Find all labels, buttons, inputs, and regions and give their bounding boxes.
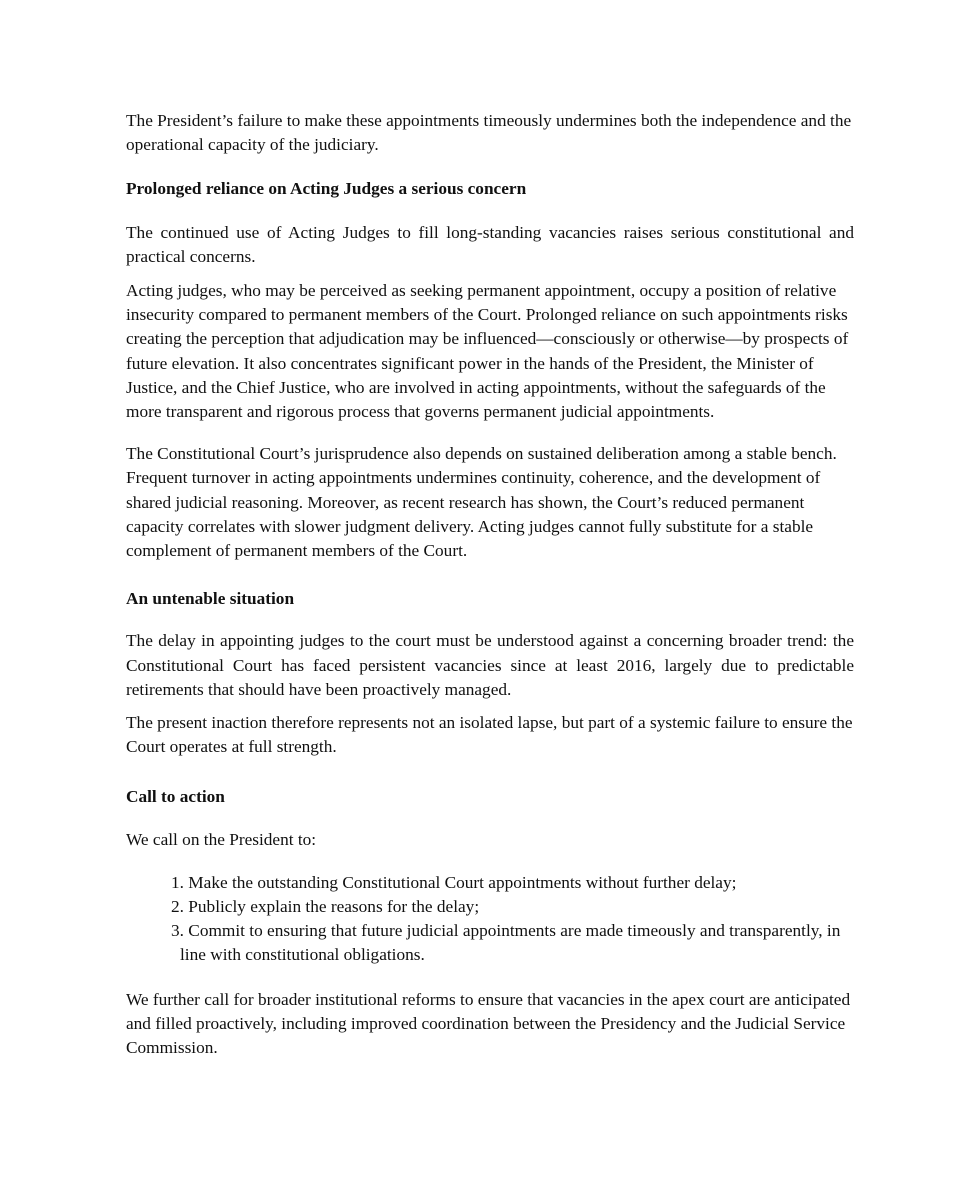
list-item [171,895,854,919]
list-item-text: Make the outstanding Constitutional Court appointments without further delay; [188,872,737,892]
paragraph-call-on-president: We call on the President to: [126,829,317,849]
list-item [171,871,854,895]
paragraph-institutional-reforms: We further call for broader institutional reforms to ensure that vacancies in the apex court are anticipated and filled proactively, including improved coordination between the Presidency and the Judicial Service Commission. [126,989,851,1058]
paragraph-delay-trend: The delay in appointing judges to the court must be understood against a concerning broader trend: the Constitutional Court has faced persistent vacancies since at least 2016, largely due to predictable retirements that should have been proactively managed. [126,631,854,699]
list-item-number: 3. [171,921,184,941]
list-item-text: Publicly explain the reasons for the delay; [188,897,480,917]
paragraph-systemic-failure: The present inaction therefore represents not an isolated lapse, but part of a systemic failure to ensure the Court operates at full strength. [126,713,853,757]
list-item-number: 1. [171,872,184,892]
list-item-text: Commit to ensuring that future judicial appointments are made timeously and transparently, in line with constitutional obligations. [180,921,841,965]
heading-acting-judges: Prolonged reliance on Acting Judges a serious concern [126,179,527,199]
list-item [171,919,854,967]
paragraph-acting-judges-insecurity: Acting judges, who may be perceived as seeking permanent appointment, occupy a position of relative insecurity compared to permanent members of the Court. Prolonged reliance on such appointments risks creating the perception that adjudication may be influenced—consciously or otherwise—by prospects of future elevation. It also concentrates significant power in the hands of the President, the Minister of Justice, and the Chief Justice, who are involved in acting appointments, without the safeguards of the more transparent and rigorous process that governs permanent judicial appointments. [126,281,849,422]
heading-untenable-situation: An untenable situation [126,589,295,609]
paragraph-jurisprudence: The Constitutional Court’s jurisprudence also depends on sustained deliberation among a stable bench. Frequent turnover in acting appointments undermines continuity, coherence, and the development of shared judicial reasoning. Moreover, as recent research has shown, the Court’s reduced permanent capacity correlates with slower judgment delivery. Acting judges cannot fully substitute for a stable complement of permanent members of the Court. [126,444,837,561]
document-page [126,109,854,1060]
list-item-number: 2. [171,897,184,917]
paragraph-continued-use: The continued use of Acting Judges to fill long-standing vacancies raises serious constitutional and practical concerns. [126,222,854,266]
paragraph-failure: The President’s failure to make these appointments timeously undermines both the independence and the operational capacity of the judiciary. [126,111,852,155]
action-list [126,871,854,968]
heading-call-to-action: Call to action [126,787,225,807]
